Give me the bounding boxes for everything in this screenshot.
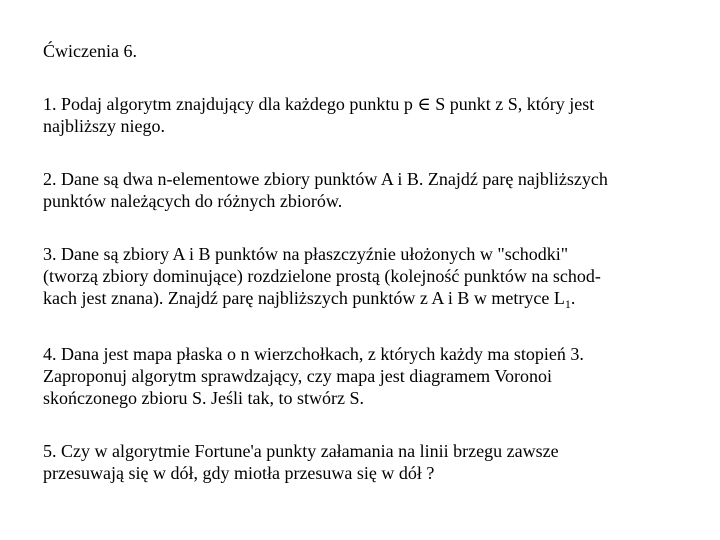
exercise-4 xyxy=(43,343,693,409)
exercise-2-line-1: 2. Dane są dwa n-elementowe zbiory punktów A i B. Znajdź parę najbliższych xyxy=(43,169,608,189)
exercise-4-line-1: 4. Dana jest mapa płaska o n wierzchołkach, z których każdy ma stopień 3. xyxy=(43,344,584,364)
exercise-4-line-3: skończonego zbioru S. Jeśli tak, to stwórz S. xyxy=(43,388,364,408)
exercise-5-line-2: przesuwają się w dół, gdy miotła przesuwa się w dół ? xyxy=(43,463,435,483)
page-title: Ćwiczenia 6. xyxy=(43,41,137,61)
exercise-5-line-1: 5. Czy w algorytmie Fortune'a punkty załamania na linii brzegu zawsze xyxy=(43,441,559,461)
exercise-3-trailing-period: . xyxy=(570,288,576,308)
exercise-4-line-2: Zaproponuj algorytm sprawdzający, czy mapa jest diagramem Voronoi xyxy=(43,366,553,386)
exercise-3 xyxy=(43,243,693,309)
exercise-1-line-2: najbliższy niego. xyxy=(43,116,165,136)
exercise-3-line-3 xyxy=(43,287,693,309)
exercise-2-line-2: punktów należących do różnych zbiorów. xyxy=(43,191,343,211)
metric-subscript: 1 xyxy=(564,297,571,311)
exercise-3-line-1: 3. Dane są zbiory A i B punktów na płaszczyźnie ułożonych w "schodki" xyxy=(43,244,569,264)
exercise-2 xyxy=(43,168,693,212)
exercise-5 xyxy=(43,440,693,484)
exercise-1-line-1: 1. Podaj algorytm znajdujący dla każdego punktu p ∈ S punkt z S, który jest xyxy=(43,94,595,114)
exercise-3-line-3-text: kach jest znana). Znajdź parę najbliższych punktów z A i B w metryce L xyxy=(43,288,565,308)
exercise-1 xyxy=(43,93,693,137)
exercise-3-line-2: (tworzą zbiory dominujące) rozdzielone prostą (kolejność punktów na schod- xyxy=(43,266,601,286)
